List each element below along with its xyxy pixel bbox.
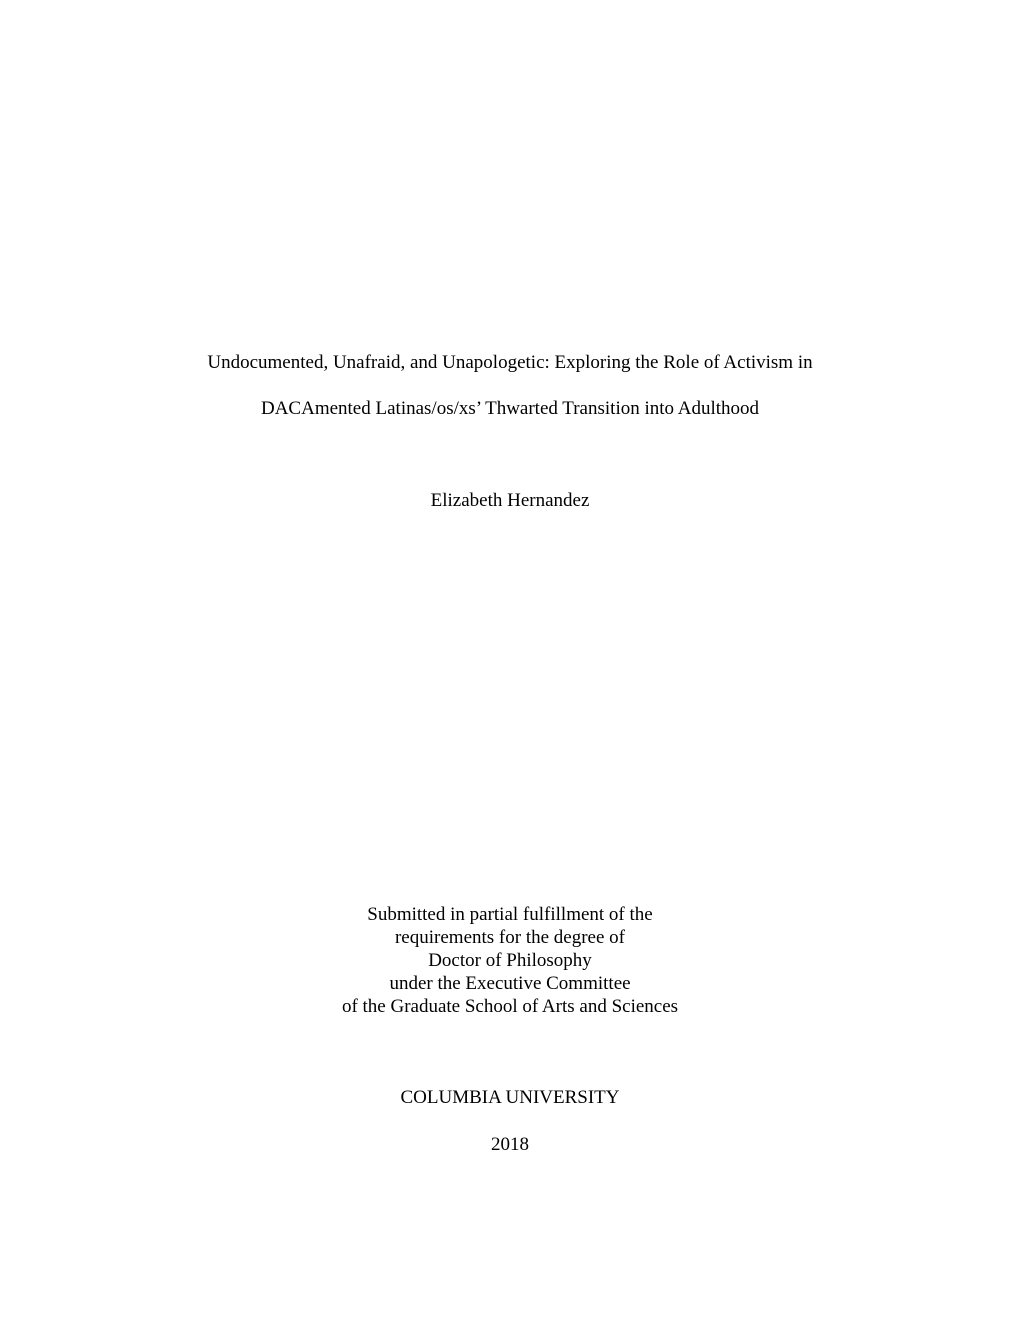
thesis-title-line-1: Undocumented, Unafraid, and Unapologetic: Exploring the Role of Activism in: [207, 352, 813, 373]
submission-statement-line: requirements for the degree of: [394, 927, 625, 948]
submission-statement-line: of the Graduate School of Arts and Sciences: [341, 996, 679, 1017]
submission-statement-line: Doctor of Philosophy: [428, 950, 592, 971]
thesis-title-line-2: DACAmented Latinas/os/xs’ Thwarted Transition into Adulthood: [260, 398, 760, 419]
submission-statement-line: Submitted in partial fulfillment of the: [367, 904, 653, 925]
institution-name: COLUMBIA UNIVERSITY: [400, 1087, 620, 1108]
submission-statement-line: under the Executive Committee: [389, 973, 631, 994]
submission-year: 2018: [491, 1134, 529, 1155]
author-name: Elizabeth Hernandez: [430, 490, 590, 511]
